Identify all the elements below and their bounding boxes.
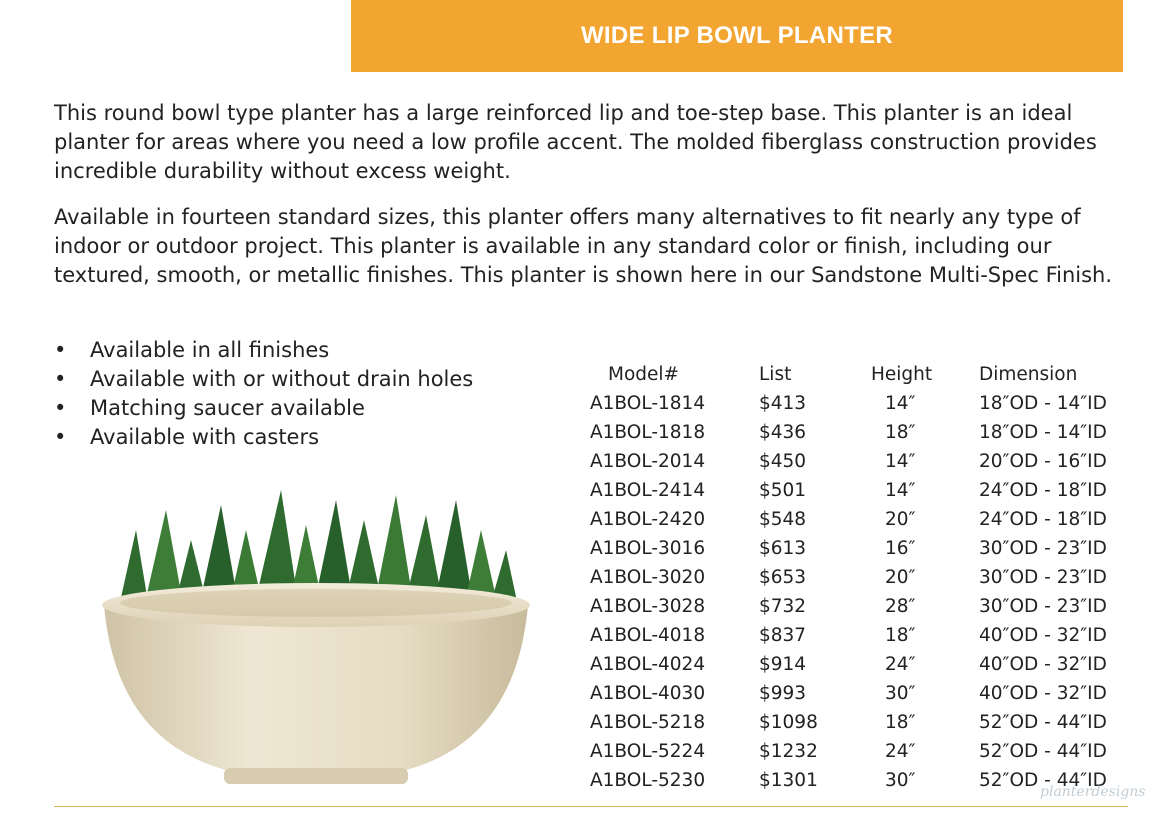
table-cell: A1BOL-3020 <box>590 567 706 588</box>
table-cell: $914 <box>759 654 807 675</box>
table-cell: 24″ <box>885 741 916 762</box>
table-row <box>590 708 1129 737</box>
table-cell: 28″ <box>885 596 916 617</box>
feature-list <box>54 336 473 452</box>
table-cell: $436 <box>759 422 807 443</box>
table-cell: A1BOL-4030 <box>590 683 706 704</box>
table-cell: A1BOL-2414 <box>590 480 706 501</box>
feature-item: • Available with or without drain holes <box>54 365 473 394</box>
bowl-body <box>104 605 528 770</box>
table-row <box>590 534 1129 563</box>
table-cell: 14″ <box>885 393 916 414</box>
table-cell: 30″ <box>885 770 916 791</box>
table-cell: $732 <box>759 596 807 617</box>
table-cell: A1BOL-4018 <box>590 625 706 646</box>
table-cell: A1BOL-5224 <box>590 741 706 762</box>
table-cell: $413 <box>759 393 807 414</box>
table-row <box>590 737 1129 766</box>
table-cell: A1BOL-5218 <box>590 712 706 733</box>
bullet-icon: • <box>54 425 67 449</box>
table-cell: A1BOL-2014 <box>590 451 706 472</box>
table-cell: 30″OD - 23″ID <box>979 567 1107 588</box>
table-cell: 18″OD - 14″ID <box>979 393 1107 414</box>
table-header-row <box>590 360 1129 389</box>
table-cell: 24″ <box>885 654 916 675</box>
table-cell: $548 <box>759 509 807 530</box>
table-cell: $501 <box>759 480 807 501</box>
table-cell: 40″OD - 32″ID <box>979 654 1107 675</box>
header-height: Height <box>871 364 933 385</box>
table-cell: 30″OD - 23″ID <box>979 596 1107 617</box>
table-cell: A1BOL-2420 <box>590 509 706 530</box>
table-cell: A1BOL-3016 <box>590 538 706 559</box>
table-cell: 18″ <box>885 625 916 646</box>
bullet-icon: • <box>54 338 67 362</box>
table-cell: A1BOL-1818 <box>590 422 706 443</box>
table-cell: $1232 <box>759 741 818 762</box>
header-model: Model# <box>608 364 680 385</box>
table-cell: $993 <box>759 683 807 704</box>
table-cell: 40″OD - 32″ID <box>979 683 1107 704</box>
table-cell: 24″OD - 18″ID <box>979 480 1107 501</box>
table-cell: 16″ <box>885 538 916 559</box>
table-cell: 52″OD - 44″ID <box>979 712 1107 733</box>
table-cell: 20″ <box>885 509 916 530</box>
pricing-table <box>590 360 1129 795</box>
table-row <box>590 621 1129 650</box>
table-cell: $837 <box>759 625 807 646</box>
feature-item: • Available in all finishes <box>54 336 473 365</box>
feature-item: • Available with casters <box>54 423 473 452</box>
table-cell: 40″OD - 32″ID <box>979 625 1107 646</box>
table-row <box>590 650 1129 679</box>
table-cell: 30″OD - 23″ID <box>979 538 1107 559</box>
title-banner <box>351 0 1123 72</box>
table-cell: A1BOL-4024 <box>590 654 706 675</box>
table-cell: $653 <box>759 567 807 588</box>
table-cell: 14″ <box>885 480 916 501</box>
watermark-logo: planterdesigns <box>1040 784 1146 800</box>
table-row <box>590 476 1129 505</box>
table-row <box>590 679 1129 708</box>
footer-divider <box>54 806 1128 807</box>
header-list: List <box>759 364 792 385</box>
table-row <box>590 563 1129 592</box>
bowl-base <box>224 768 408 784</box>
table-row <box>590 592 1129 621</box>
description-paragraph-1: This round bowl type planter has a large reinforced lip and toe-step base. This planter is an ideal planter for areas where you need a low profile accent. The molded fiberglass construction provides incredible durability without excess weight. <box>54 101 1097 183</box>
table-cell: 14″ <box>885 451 916 472</box>
page-title: WIDE LIP BOWL PLANTER <box>580 22 894 49</box>
table-cell: $450 <box>759 451 807 472</box>
table-cell: $1098 <box>759 712 818 733</box>
table-cell: 18″ <box>885 712 916 733</box>
table-cell: 20″OD - 16″ID <box>979 451 1107 472</box>
table-cell: A1BOL-5230 <box>590 770 706 791</box>
table-cell: 52″OD - 44″ID <box>979 770 1107 791</box>
table-cell: 18″OD - 14″ID <box>979 422 1107 443</box>
table-row <box>590 447 1129 476</box>
table-cell: 52″OD - 44″ID <box>979 741 1107 762</box>
planter-product-image <box>96 470 536 800</box>
table-cell: 30″ <box>885 683 916 704</box>
table-cell: $613 <box>759 538 807 559</box>
table-cell: A1BOL-1814 <box>590 393 706 414</box>
bullet-icon: • <box>54 367 67 391</box>
header-dimension: Dimension <box>979 364 1078 385</box>
feature-item: • Matching saucer available <box>54 394 473 423</box>
table-row <box>590 418 1129 447</box>
table-row <box>590 505 1129 534</box>
table-cell: 24″OD - 18″ID <box>979 509 1107 530</box>
bullet-icon: • <box>54 396 67 420</box>
description-paragraph-2: Available in fourteen standard sizes, this planter offers many alternatives to fit nearly any type of indoor or outdoor project. This planter is available in any standard color or finish, including our textured, smooth, or metallic finishes. This planter is shown here in our Sandstone Multi-Spec Finish. <box>54 205 1113 287</box>
table-cell: 20″ <box>885 567 916 588</box>
table-cell: A1BOL-3028 <box>590 596 706 617</box>
table-cell: $1301 <box>759 770 818 791</box>
table-row <box>590 389 1129 418</box>
table-cell: 18″ <box>885 422 916 443</box>
